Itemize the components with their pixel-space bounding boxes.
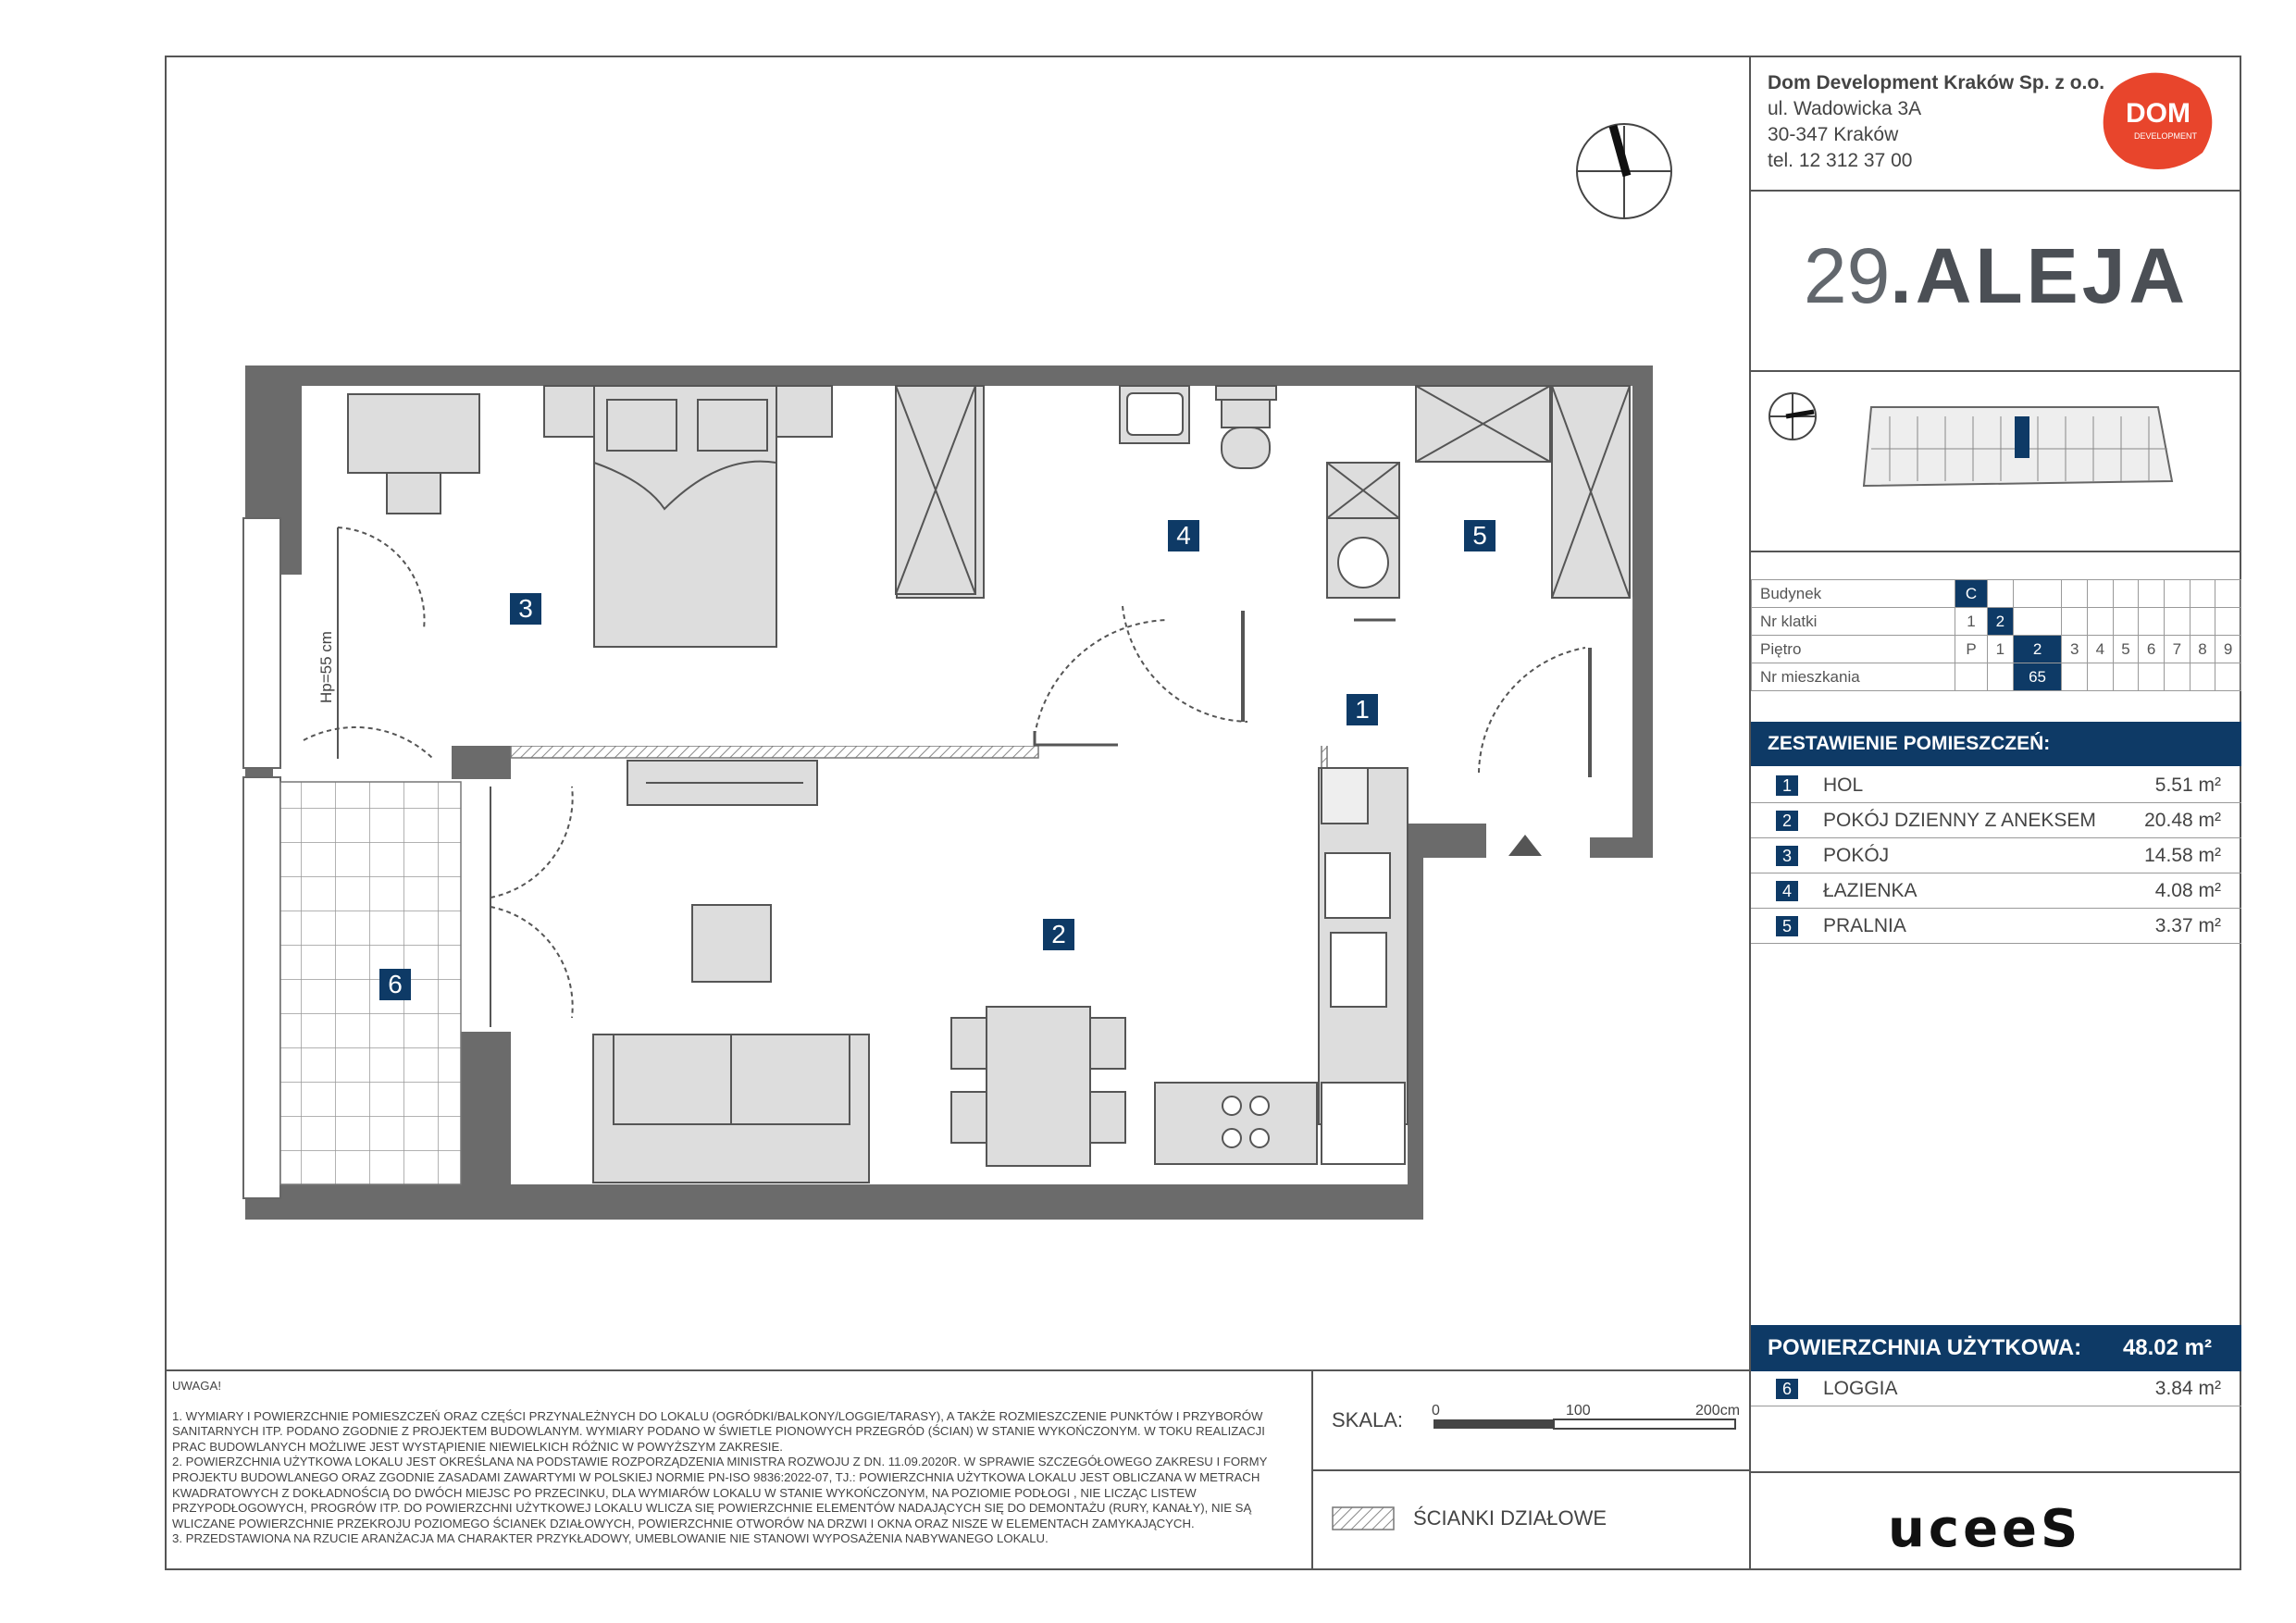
room-label-2: 2 xyxy=(1043,919,1074,950)
north-arrow-icon xyxy=(1577,124,1671,218)
uceeS-logo-box xyxy=(1749,1471,2241,1570)
dining-table xyxy=(951,1007,1125,1166)
toilet xyxy=(1216,386,1276,468)
notes-body-2: 2. POWIERZCHNIA UŻYTKOWA LOKALU JEST OKREŚLANA NA PODSTAWIE ROZPORZĄDZENIA MINISTRA ROZWOJU Z DN. 11.09.2020R. W SPRAWIE SZCZEGÓŁOWEGO ZAKRESU I FORMY PROJEKTU BUDOWLANEGO ORAZ ZGODNIE ZASADAMI ZAWARTYMI W POLSKIEJ NORMIE PN-ISO 9836:2022-07, TJ.: POWIERZCHNIA UŻYTKOWA LOKALU JEST OBLICZANA W METRACH KWADRATOWYCH Z DOKŁADNOŚCIĄ DO DWÓCH MIEJSC PO PRZECINKU, DLA WYMIARÓW LOKALU W STANIE WYKOŃCZONYM, NA POZIOMIE PODŁOGI , NIE LICZĄC LISTEW PRZYPODŁOGOWYCH, PROGRÓW ITP. DO POWIERZCHNI UŻYTKOWEJ LOKALU WLICZA SIĘ POWIERZCHNIE ELEMENTÓW NADAJĄCYCH SIĘ DO DEMONTAŻU (RURY, KANAŁY), NIE SĄ WLICZANE POWIERZCHNIE PRZEKROJU POZIOMEGO ŚCIANEK DZIAŁOWYCH, POWIERZCHNIE OTWORÓW NA DRZWI I OKNA ORAZ NISZE W ELEMENTACH ZAMYKAJĄCYCH. xyxy=(172,1455,1268,1530)
room-row: 1 HOL 5.51 m² xyxy=(1751,768,2241,803)
project-logo: 29.ALEJA xyxy=(1803,232,2190,319)
building-label: Budynek xyxy=(1752,580,1955,608)
washing-machine xyxy=(1327,463,1399,598)
company-street: ul. Wadowicka 3A xyxy=(1768,98,1922,119)
washbasin xyxy=(1120,386,1189,443)
room-label-1: 1 xyxy=(1347,694,1378,725)
scale-tick-0: 0 xyxy=(1432,1403,1440,1419)
bathroom-cabinet xyxy=(896,386,975,594)
room-row: 3 POKÓJ 14.58 m² xyxy=(1751,838,2241,873)
loggia-row: 6 LOGGIA 3.84 m² xyxy=(1751,1371,2241,1406)
loggia-doors xyxy=(490,787,573,1027)
company-info xyxy=(1768,70,2104,174)
loggia-floor xyxy=(280,782,461,1184)
tv-cabinet xyxy=(627,761,817,805)
apartment-info-table: Budynek C Nr klatki 1 2 Piętro P 1 2 3 4 5 6 7 8 9 Nr mieszkania 65 xyxy=(1751,579,2241,691)
dom-development-logo xyxy=(2093,65,2223,176)
svg-text:DEVELOPMENT: DEVELOPMENT xyxy=(2133,131,2198,141)
building-key-plan xyxy=(1760,379,2241,509)
total-area: POWIERZCHNIA UŻYTKOWA: 48.02 m² xyxy=(1751,1325,2241,1371)
company-city: 30-347 Kraków xyxy=(1768,124,1899,145)
scale-tick-100: 100 xyxy=(1566,1403,1591,1419)
room-label-5: 5 xyxy=(1464,520,1496,551)
room-label-3: 3 xyxy=(510,593,541,625)
hatch-legend-icon xyxy=(1332,1506,1396,1534)
room-label-6: 6 xyxy=(379,969,411,1000)
company-name: Dom Development Kraków Sp. z o.o. xyxy=(1768,72,2105,93)
hp-label: Hp=55 cm xyxy=(317,631,335,703)
rooms-header: ZESTAWIENIE POMIESZCZEŃ: xyxy=(1751,722,2241,766)
svg-text:DOM: DOM xyxy=(2126,98,2191,129)
room-row: 4 ŁAZIENKA 4.08 m² xyxy=(1751,873,2241,909)
room-row: 2 POKÓJ DZIENNY Z ANEKSEM 20.48 m² xyxy=(1751,803,2241,838)
kitchen xyxy=(1155,768,1408,1164)
scale-section xyxy=(1311,1369,1750,1471)
uceeS-logo: uceeS xyxy=(1888,1499,2082,1559)
info-panel xyxy=(1749,56,2241,1570)
floor-plan xyxy=(165,56,1750,1369)
sofa xyxy=(593,1035,869,1183)
windows xyxy=(243,518,280,1198)
entrance-marker xyxy=(1508,835,1542,856)
room-label-4: 4 xyxy=(1168,520,1199,551)
notes-body-3: 3. PRZEDSTAWIONA NA RZUCIE ARANŻACJA MA CHARAKTER PRZYKŁADOWY, UMEBLOWANIE NIE STANOWI WYPOSAŻENIA NABYWANEGO LOKALU. xyxy=(172,1531,1049,1546)
company-phone: tel. 12 312 37 00 xyxy=(1768,150,1913,171)
coffee-table xyxy=(692,905,771,982)
scale-label: SKALA: xyxy=(1332,1408,1404,1431)
scale-tick-200: 200cm xyxy=(1695,1403,1741,1419)
notes-body-1: 1. WYMIARY I POWIERZCHNIE POMIESZCZEŃ ORAZ CZĘŚCI PRZYNALEŻNYCH DO LOKALU (OGRÓDKI/BALKONY/LOGGIE/TARASY), A TAKŻE ROZMIESZCZENIE PUNKTÓW I PRZYBORÓW SANITARNYCH ITP. PODANO ZGODNIE Z PROJEKTEM BUDOWLANYM. WYMIARY PODANO W ŚWIETLE PIONOWYCH PRZEGRÓD (ŚCIAN) W STANIE WYKOŃCZONYM. W TOKU REALIZACJI PRAC BUDOWLANYCH MOŻLIWE JEST WYSTĄPIENIE NIEWIELKICH RÓŻNIC W POWYŻSZYM ZAKRESIE. xyxy=(172,1408,1265,1454)
room-row: 5 PRALNIA 3.37 m² xyxy=(1751,909,2241,944)
legend-section xyxy=(1311,1471,1750,1570)
legend-label: ŚCIANKI DZIAŁOWE xyxy=(1413,1506,1607,1530)
rooms-list xyxy=(1751,768,2241,944)
notes-title: UWAGA! xyxy=(172,1379,221,1393)
notes-section xyxy=(165,1369,1313,1570)
